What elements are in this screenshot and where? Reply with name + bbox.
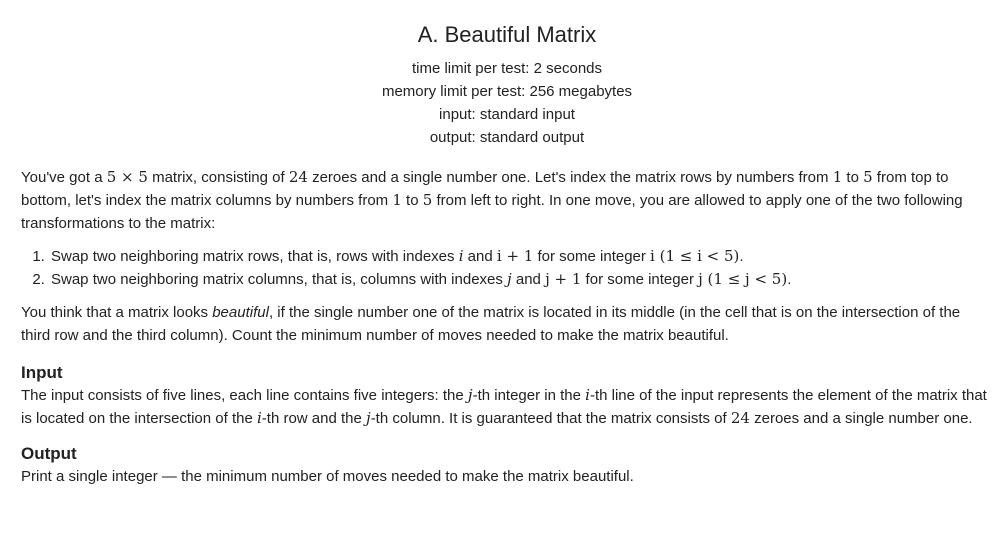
statement-text: zeroes and a single number one. Let's index the matrix rows by numbers from (307, 169, 833, 186)
time-limit: time limit per test: 2 seconds (411, 60, 603, 77)
problem-title: A. Beautiful Matrix (417, 22, 597, 47)
statement-paragraph-1 (21, 166, 993, 235)
list-item-text: . (787, 271, 792, 288)
input-file: input: standard input (439, 106, 575, 123)
statement-text: to (401, 192, 423, 209)
math-expression: 5 × 5 (106, 168, 148, 186)
statement-text: , if the single number one of the matrix is located in its middle (in the cell that is on the intersection of the third row and the third column). Count the minimum number of moves needed to make the matrix beautiful. (21, 304, 961, 344)
math-expression: j (507, 270, 512, 288)
output-file: output: standard output (429, 129, 585, 146)
statement-text: You think that a matrix looks (21, 304, 213, 321)
statement-text: from top to bottom, let's index the matrix columns by numbers from (21, 169, 949, 209)
math-expression: i (256, 409, 262, 427)
section-text: The input consists of five lines, each line contains five integers: the (21, 387, 468, 404)
statement-text: matrix, consisting of (147, 169, 289, 186)
list-item-text: for some integer (533, 248, 651, 265)
memory-limit: memory limit per test: 256 megabytes (381, 83, 633, 100)
math-expression: 24 (288, 168, 308, 186)
list-item-text: Swap two neighboring matrix rows, that is, rows with indexes (51, 248, 459, 265)
input-section-body (21, 384, 993, 430)
statement-text: to (842, 169, 864, 186)
math-expression: i (585, 386, 590, 404)
math-expression: 5 (422, 191, 433, 209)
input-section-title: Input (21, 363, 63, 382)
list-item-text: and (511, 271, 546, 288)
statement-text: You've got a (21, 169, 107, 186)
math-expression: i (1 ≤ i < 5) (650, 247, 740, 265)
list-item-text: for some integer (581, 271, 699, 288)
math-expression: j (467, 386, 473, 404)
list-item (49, 268, 993, 291)
output-section-title: Output (21, 444, 77, 463)
output-section-body: Print a single integer — the minimum number of moves needed to make the matrix beautiful. (21, 468, 634, 485)
statement-paragraph-2 (21, 301, 993, 347)
list-item (49, 245, 993, 268)
section-text: -th integer in the (472, 387, 586, 404)
list-item-text: Swap two neighboring matrix columns, that is, columns with indexes (51, 271, 508, 288)
problem-statement (21, 166, 993, 347)
math-expression: 1 (392, 191, 402, 209)
emphasis-text: beautiful (212, 304, 269, 321)
math-expression: j (366, 409, 371, 427)
moves-list (21, 245, 993, 291)
math-expression: j (1 ≤ j < 5) (698, 270, 788, 288)
math-expression: i (458, 247, 464, 265)
list-item-text: . (739, 248, 744, 265)
list-item-text: and (463, 248, 497, 265)
math-expression: 5 (863, 168, 873, 186)
math-expression: j + 1 (545, 270, 582, 288)
math-expression: 24 (730, 409, 750, 427)
statement-text: from left to right. In one move, you are allowed to apply one of the two following transformations to the matrix: (21, 192, 963, 232)
section-text: -th line of the input represents the element of the matrix that is located on the intersection of the (21, 387, 987, 427)
math-expression: i + 1 (496, 247, 534, 265)
problem-header (21, 0, 993, 149)
section-text: zeroes and a single number one. (749, 410, 973, 427)
section-text: -th row and the (261, 410, 367, 427)
math-expression: 1 (832, 168, 843, 186)
section-text: -th column. It is guaranteed that the matrix consists of (370, 410, 731, 427)
